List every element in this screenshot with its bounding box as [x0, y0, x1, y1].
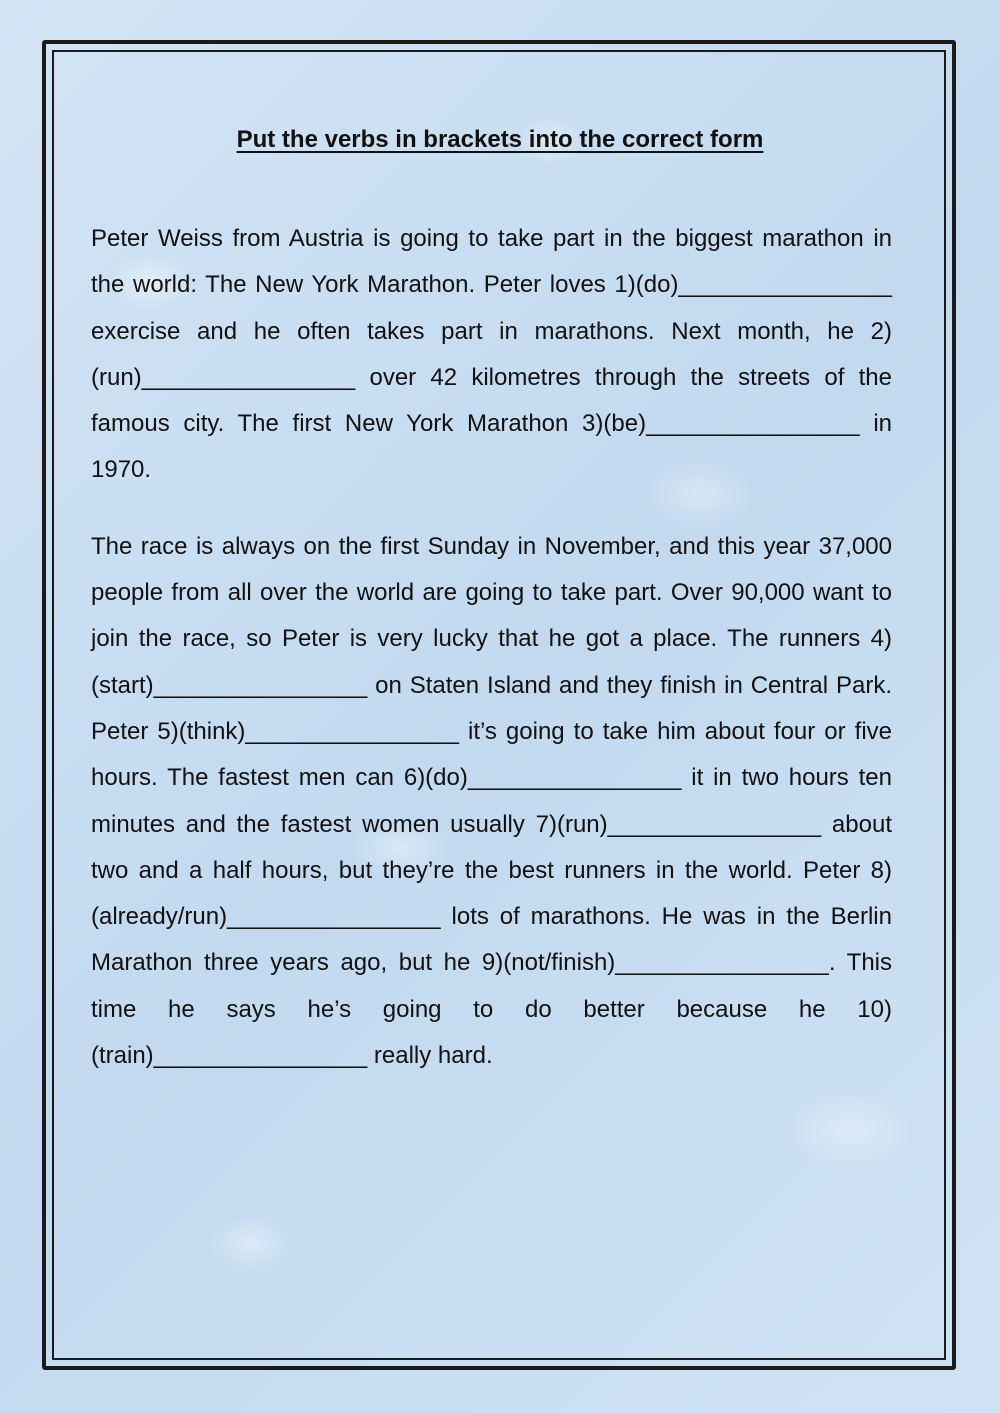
paragraph-1: Peter Weiss from Austria is going to take part in the biggest marathon in the world: The New York Marathon. Peter loves 1)(do)________________ exercise and he often takes part in marathons. Next month, he 2)(run)________________ over 42 kilometres through the streets of the famous city. The first New York Marathon 3)(be)________________ in 1970.	[91, 225, 892, 484]
worksheet-title	[0, 126, 1000, 154]
worksheet-body	[91, 216, 892, 1079]
paragraph-2: The race is always on the first Sunday in November, and this year 37,000 people from all over the world are going to take part. Over 90,000 want to join the race, so Peter is very lucky that he got a place. The runners 4)(start)________________ on Staten Island and they finish in Central Park. Peter 5)(think)________________ it’s going to take him about four or five hours. The fastest men can 6)(do)________________ it in two hours ten minutes and the fastest women usually 7)(run)________________ about two and a half hours, but they’re the best runners in the world. Peter 8)(already/run)________________ lots of marathons. He was in the Berlin Marathon three years ago, but he 9)(not/finish)________________. This time he says he’s going to do better because he 10)(train)________________ really hard.	[91, 532, 892, 1070]
worksheet-title-text: Put the verbs in brackets into the correct form	[236, 126, 764, 153]
